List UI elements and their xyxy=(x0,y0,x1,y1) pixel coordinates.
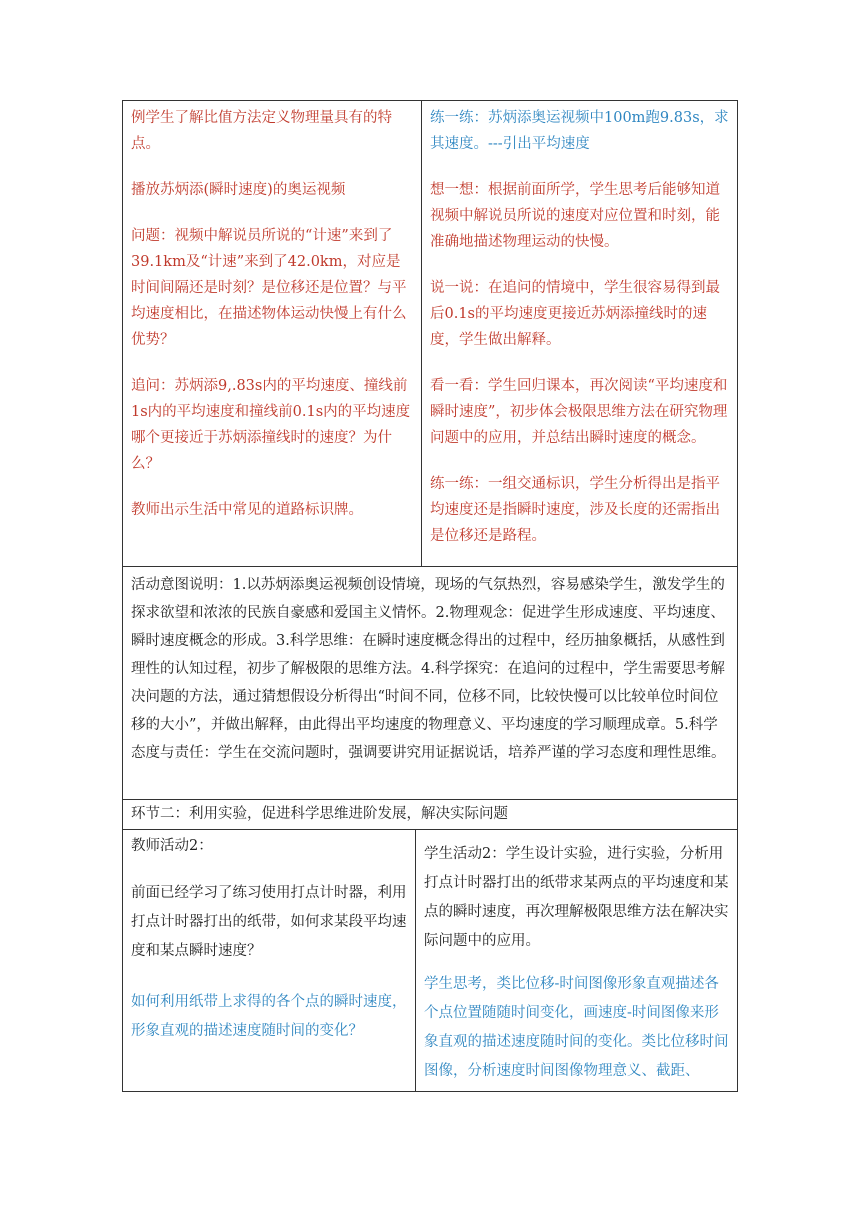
intent-text xyxy=(123,567,737,799)
lesson-table xyxy=(122,100,738,1092)
paragraph: 练一练：一组交通标识，学生分析得出是指平均速度还是指瞬时速度，涉及长度的还需指出是位移还是路程。 xyxy=(430,476,720,544)
activity-row-2 xyxy=(123,829,737,1091)
paragraph: 问题：视频中解说员所说的“计速”来到了39.1km及“计速”来到了42.0km，对应是时间间隔还是时刻？是位移还是位置？与平均速度相比，在描述物体运动快慢上有什么优势？ xyxy=(131,228,407,348)
paragraph: 看一看：学生回归课本，再次阅读“平均速度和瞬时速度”，初步体会极限思维方法在研究物理问题中的应用，并总结出瞬时速度的概念。 xyxy=(430,378,728,446)
paragraph: 教师出示生活中常见的道路标识牌。 xyxy=(131,502,363,518)
paragraph: 练一练：苏炳添奥运视频中100m跑9.83s，求其速度。---引出平均速度 xyxy=(430,110,729,152)
paragraph: 例学生了解比值方法定义物理量具有的特点。 xyxy=(131,110,392,152)
paragraph: 追问：苏炳添9,.83s内的平均速度、撞线前1s内的平均速度和撞线前0.1s内的平均速度哪个更接近于苏炳添撞线时的速度？为什么？ xyxy=(131,378,411,472)
paragraph: 前面已经学习了练习使用打点计时器，利用打点计时器打出的纸带，如何求某段平均速度和某点瞬时速度？ xyxy=(131,885,407,959)
paragraph: 如何利用纸带上求得的各个点的瞬时速度，形象直观的描述速度随时间的变化？ xyxy=(131,994,407,1039)
paragraph: 播放苏炳添(瞬时速度)的奥运视频 xyxy=(131,182,346,198)
paragraph: 学生活动2：学生设计实验，进行实验，分析用打点计时器打出的纸带求某两点的平均速度和某点的瞬时速度，再次理解极限思维方法在解决实际问题中的应用。 xyxy=(424,846,729,949)
section2-title-row xyxy=(123,799,737,829)
paragraph: 学生思考，类比位移-时间图像形象直观描述各个点位置随随时间变化，画速度-时间图像来形象直观的描述速度随时间的变化。类比位移时间图像，分析速度时间图像物理意义、截距、 xyxy=(424,976,729,1079)
paragraph: 想一想：根据前面所学，学生思考后能够知道视频中解说员所说的速度对应位置和时刻，能准确地描述物理运动的快慢。 xyxy=(430,182,720,250)
teacher-activity-cell xyxy=(123,101,422,566)
paragraph: 活动意图说明：1.以苏炳添奥运视频创设情境，现场的气氛热烈，容易感染学生，激发学生的探求欲望和浓浓的民族自豪感和爱国主义情怀。2.物理观念：促进学生形成速度、平均速度、瞬时速度概念的形成。3.科学思维：在瞬时速度概念得出的过程中，经历抽象概括，从感性到理性的认知过程，初步了解极限的思维方法。4.科学探究：在追问的过程中，学生需要思考解决问题的方法，通过猜想假设分析得出“时间不同，位移不同，比较快慢可以比较单位时间位移的大小”，并做出解释，由此得出平均速度的物理意义、平均速度的学习顺理成章。5.科学态度与责任：学生在交流问题时，强调要讲究用证据说话，培养严谨的学习态度和理性思维。 xyxy=(131,577,726,761)
teacher-activity-2-cell xyxy=(123,830,416,1091)
paragraph: 教师活动2： xyxy=(131,838,213,854)
section-title: 环节二：利用实验，促进科学思维进阶发展，解决实际问题 xyxy=(131,806,508,822)
intent-row xyxy=(123,566,737,799)
student-activity-cell xyxy=(422,101,737,566)
activity-row-1 xyxy=(123,101,737,566)
paragraph: 说一说：在追问的情境中，学生很容易得到最后0.1s的平均速度更接近苏炳添撞线时的速度，学生做出解释。 xyxy=(430,280,720,348)
student-activity-2-cell xyxy=(416,830,737,1091)
